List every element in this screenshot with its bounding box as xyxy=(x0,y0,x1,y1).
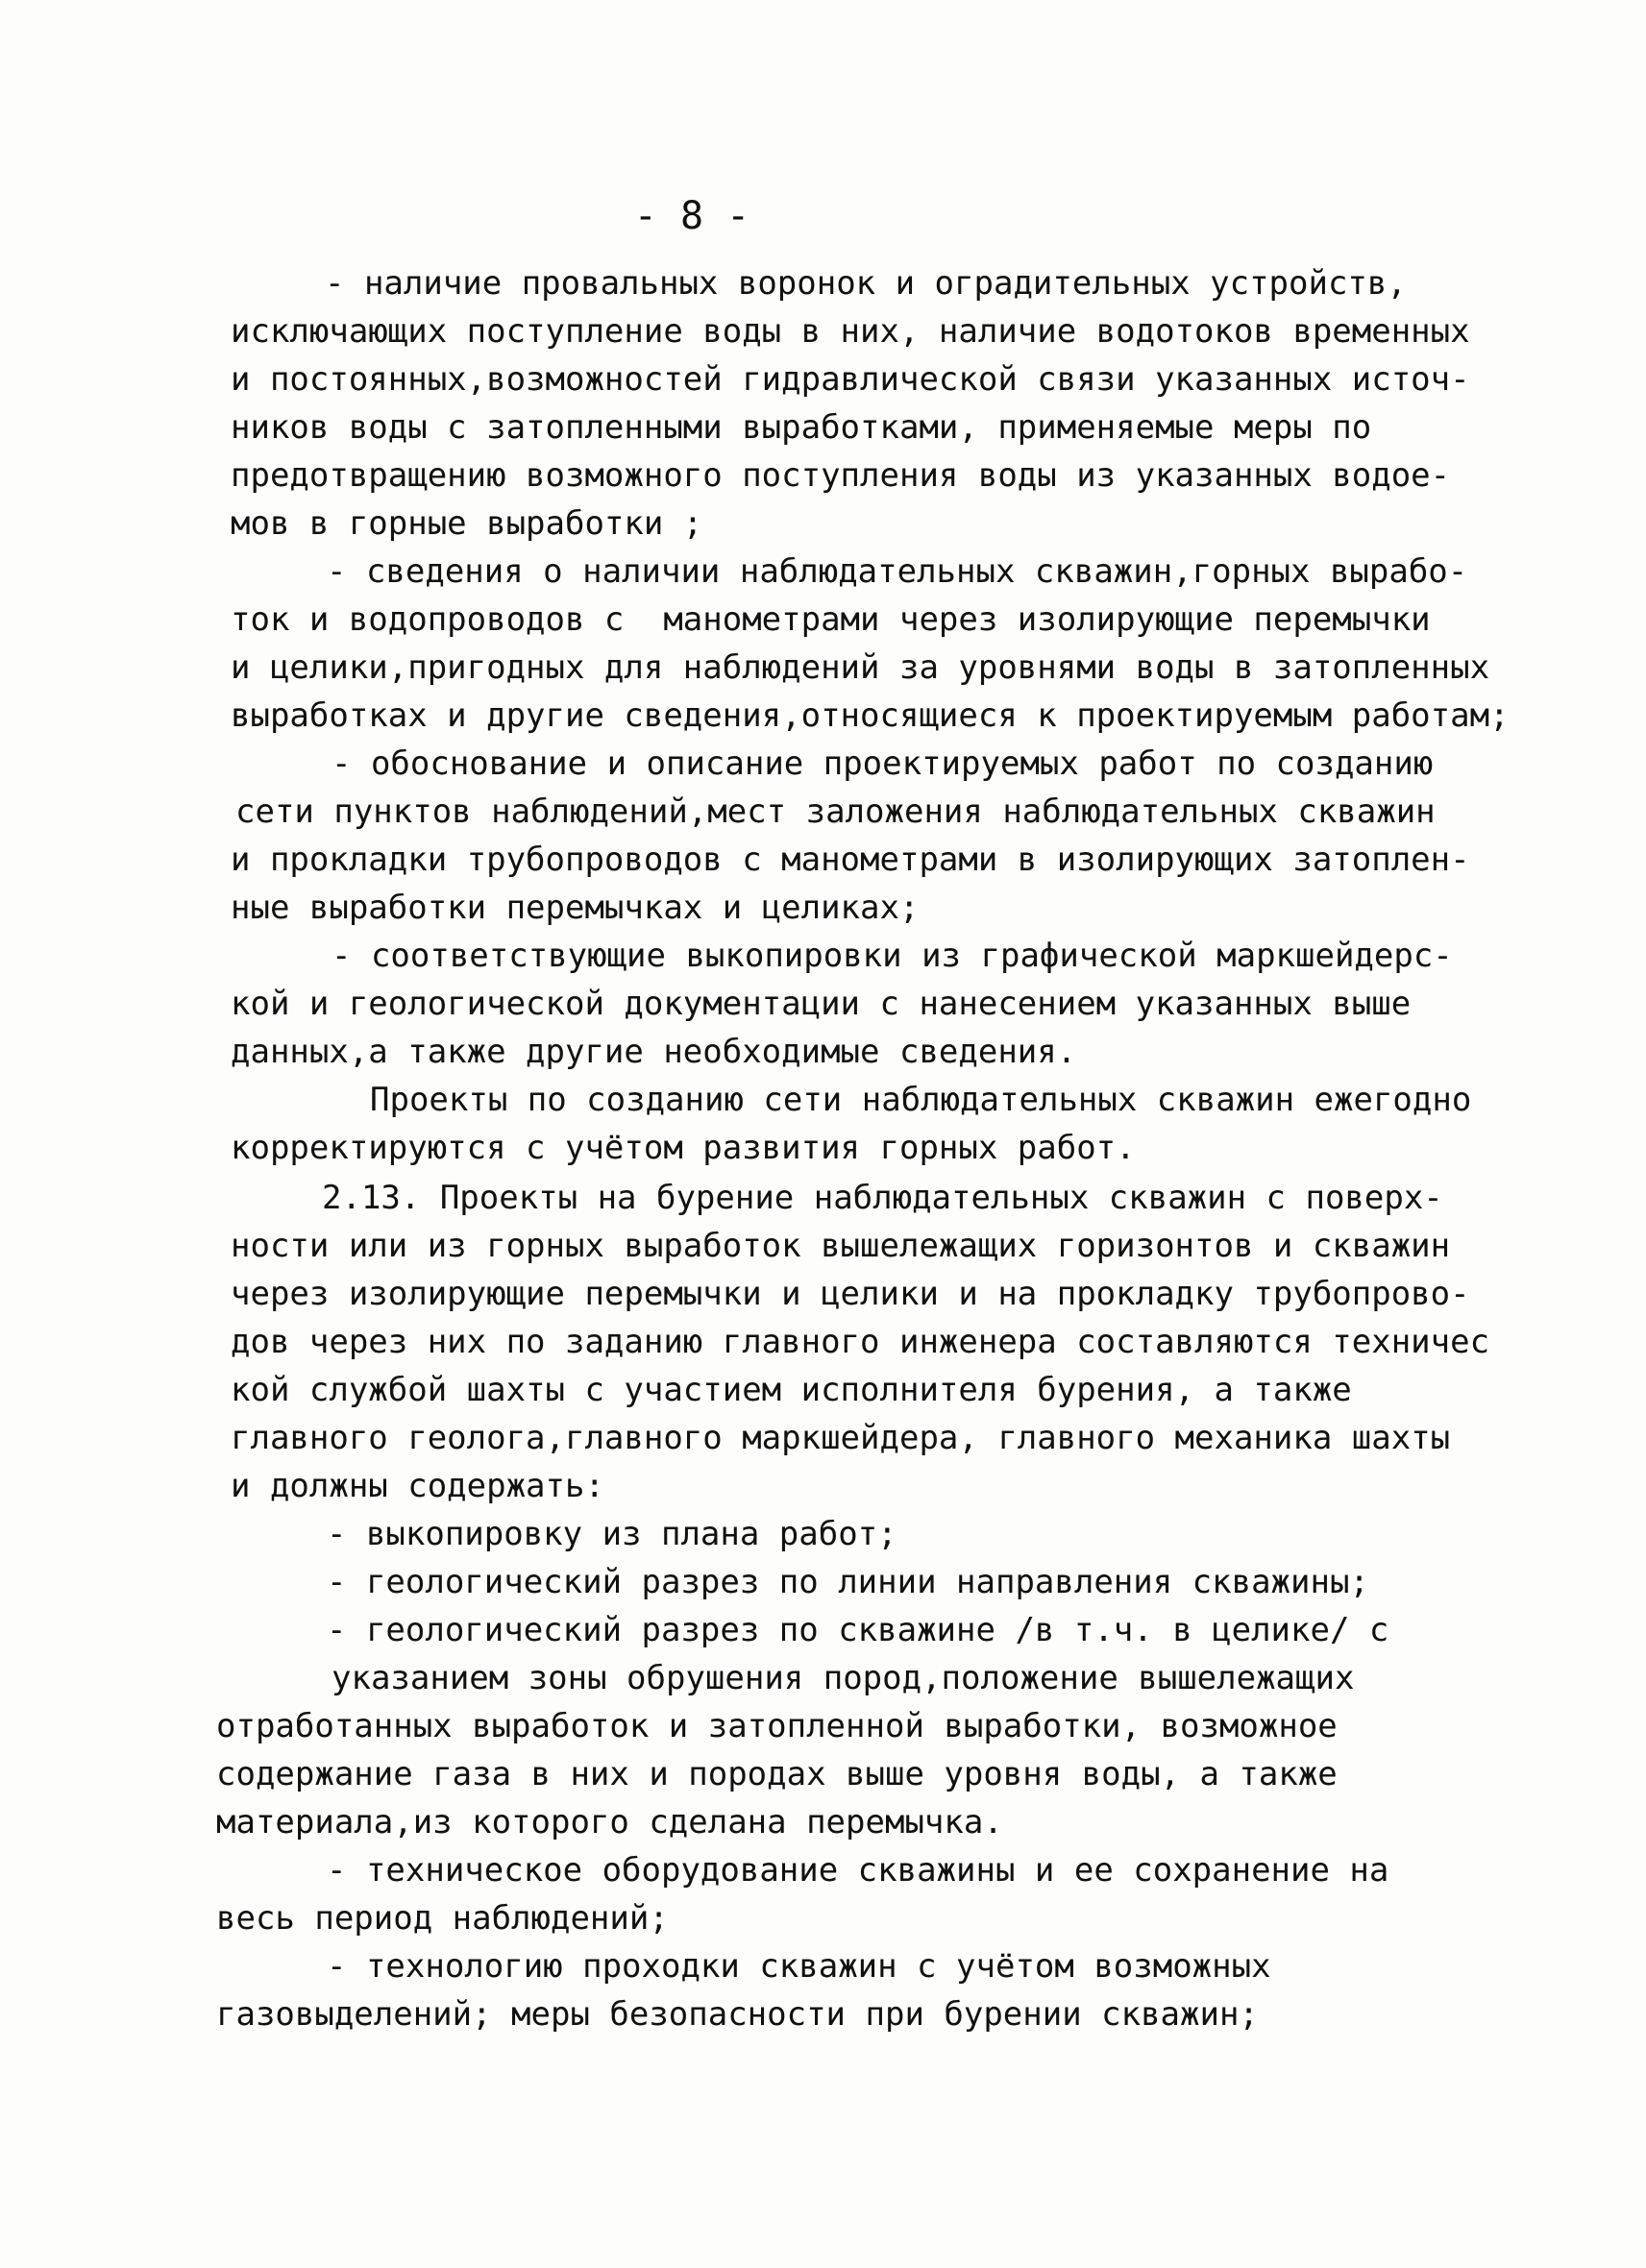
text-line: и постоянных,возможностей гидравлической связи указанных источ- xyxy=(231,360,1470,399)
text-line: предотвращению возможного поступления воды из указанных водое- xyxy=(231,456,1451,495)
text-line: - сведения о наличии наблюдательных скважин,горных вырабо- xyxy=(327,552,1468,591)
text-line: исключающих поступление воды в них, наличие водотоков временных xyxy=(231,312,1470,351)
text-line: 2.13. Проекты на бурение наблюдательных скважин с поверх- xyxy=(322,1179,1443,1217)
text-line: - техническое оборудование скважины и ее сохранение на xyxy=(327,1851,1389,1890)
text-line: через изолирующие перемычки и целики и на прокладку трубопрово- xyxy=(231,1275,1470,1313)
text-line: ников воды с затопленными выработками, применяемые меры по xyxy=(231,408,1372,447)
text-line: материала,из которого сделана перемычка. xyxy=(216,1803,1003,1841)
text-line: - соответствующие выкопировки из графической маркшейдерс- xyxy=(332,937,1453,975)
text-line: мов в горные выработки ; xyxy=(231,504,703,543)
text-line: ные выработки перемычках и целиках; xyxy=(231,889,920,927)
text-line: ности или из горных выработок вышележащих горизонтов и скважин xyxy=(231,1227,1451,1265)
text-line: содержание газа в них и породах выше уровня воды, а также xyxy=(216,1755,1338,1793)
text-line: и целики,пригодных для наблюдений за уровнями воды в затопленных xyxy=(231,648,1490,687)
text-line: - геологический разрез по линии направления скважины; xyxy=(327,1563,1369,1601)
page-number: - 8 - xyxy=(633,194,750,238)
text-line: отработанных выработок и затопленной выработки, возможное xyxy=(216,1707,1338,1745)
text-line: кой и геологической документации с нанесением указанных выше xyxy=(231,985,1412,1023)
text-line: - геологический разрез по скважине /в т.ч. в целике/ с xyxy=(327,1611,1389,1649)
text-line: ток и водопроводов с манометрами через изолирующие перемычки xyxy=(231,600,1431,639)
text-line: газовыделений; меры безопасности при бурении скважин; xyxy=(216,1995,1259,2034)
text-line: сети пунктов наблюдений,мест заложения наблюдательных скважин xyxy=(235,793,1436,831)
text-line: главного геолога,главного маркшейдера, главного механика шахты xyxy=(231,1419,1451,1457)
text-line: весь период наблюдений; xyxy=(216,1899,669,1938)
text-line: - обоснование и описание проектируемых работ по созданию xyxy=(332,744,1434,783)
text-line: и прокладки трубопроводов с манометрами в изолирующих затоплен- xyxy=(231,841,1470,879)
text-line: выработках и другие сведения,относящиеся к проектируемым работам; xyxy=(231,696,1510,735)
text-line: корректируются с учётом развития горных работ. xyxy=(231,1129,1136,1167)
text-line: - выкопировку из плана работ; xyxy=(327,1515,897,1553)
text-line: данных,а также другие необходимые сведения. xyxy=(231,1033,1077,1071)
text-line: указанием зоны обрушения пород,положение вышележащих xyxy=(332,1659,1355,1697)
text-line: и должны содержать: xyxy=(231,1467,604,1505)
text-line: Проекты по созданию сети наблюдательных скважин ежегодно xyxy=(370,1081,1472,1119)
text-line: дов через них по заданию главного инженера составляются техничес xyxy=(231,1323,1490,1361)
text-line: - наличие провальных воронок и оградительных устройств, xyxy=(325,264,1407,303)
text-line: - технологию проходки скважин с учётом возможных xyxy=(327,1947,1271,1986)
text-line: кой службой шахты с участием исполнителя бурения, а также xyxy=(231,1371,1352,1409)
